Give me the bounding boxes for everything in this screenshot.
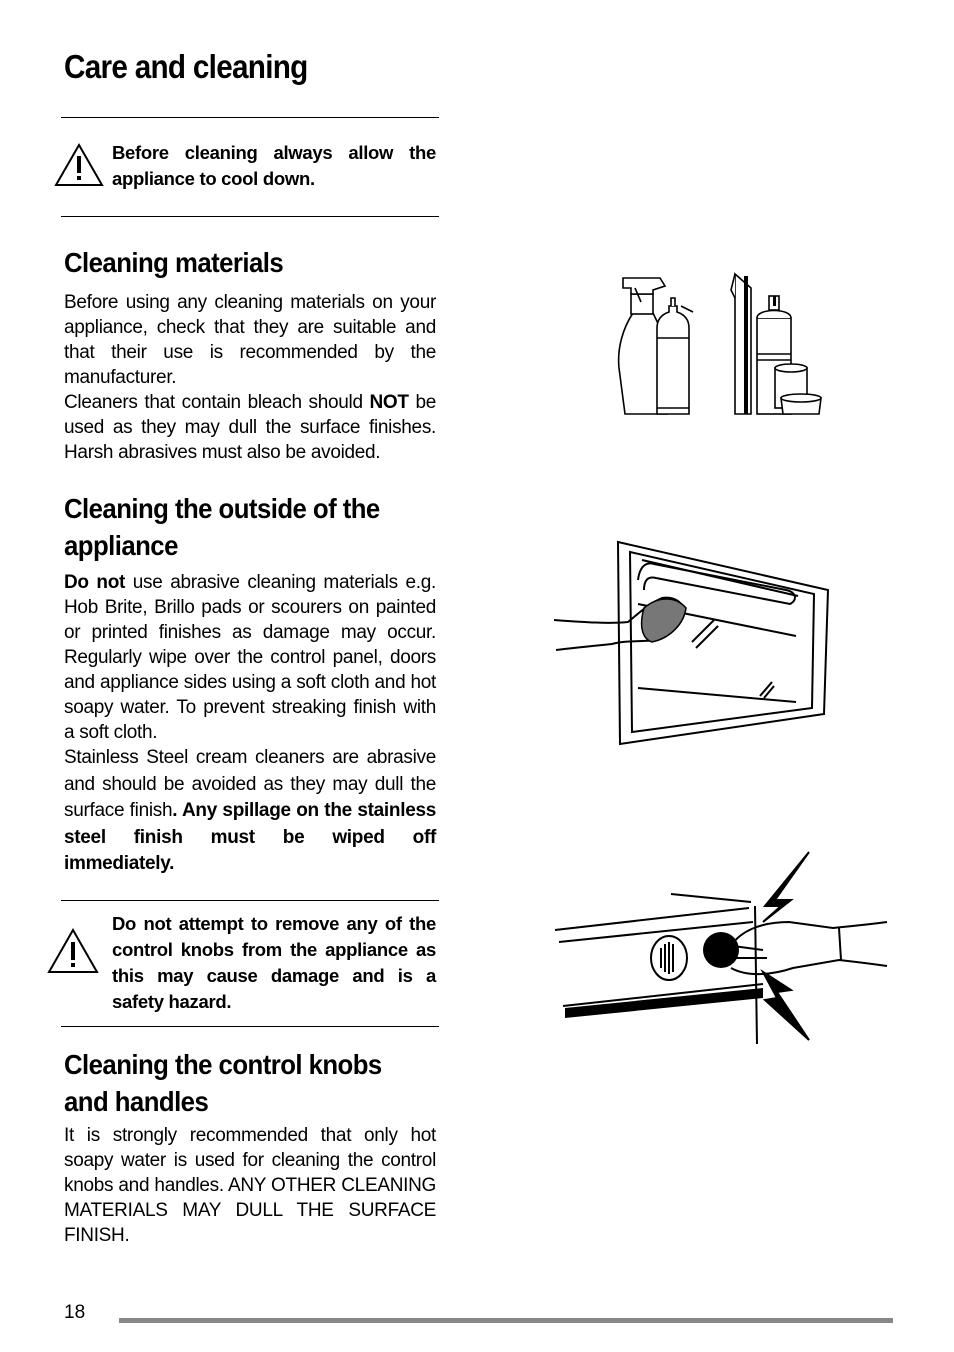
page-title: Care and cleaning: [64, 48, 308, 85]
divider: [61, 1026, 439, 1027]
wiping-oven-door-illustration: [552, 538, 832, 750]
divider: [61, 117, 439, 118]
emphasis-text: Do not: [64, 572, 126, 593]
paragraph: [64, 390, 436, 465]
footer-bar: [119, 1318, 893, 1323]
paragraph: [64, 745, 436, 878]
paragraph: It is strongly recommended that only hot soapy water is used for cleaning the control knobs and handles. ANY OTHER CLEANING MATERIALS MAY DULL THE SURFACE FINISH.: [64, 1125, 436, 1246]
warning-triangle-icon: [47, 928, 99, 974]
paragraph: [64, 570, 436, 745]
paragraph: Before using any cleaning materials on your appliance, check that they are suitable and that their use is recommended by the manufacturer.: [64, 292, 436, 388]
section-cleaning-knobs: [64, 1046, 436, 1248]
warning-text-cool-down: Before cleaning always allow the appliance to cool down.: [112, 142, 436, 189]
section-cleaning-materials: [64, 244, 436, 465]
text-span: Stainless Steel cream cleaners are abrasive and should be avoided as they may dull the surface finish: [64, 747, 436, 821]
emphasis-text: . Any spillage on the stainless steel finish must be wiped off immediately.: [64, 800, 436, 874]
divider: [61, 900, 439, 901]
section-heading: Cleaning the control knobs and handles: [64, 1049, 382, 1117]
emphasis-text: NOT: [369, 392, 409, 413]
warning-triangle-icon: [54, 143, 104, 187]
section-heading: Cleaning the outside of the appliance: [64, 493, 380, 561]
text-span: Cleaners that contain bleach should: [64, 392, 370, 413]
page-number: 18: [64, 1302, 86, 1323]
warning-text-control-knobs: Do not attempt to remove any of the control knobs from the appliance as this may cause damage and is a safety hazard.: [112, 913, 436, 1012]
divider: [61, 216, 439, 217]
text-span: be used as they may dull the surface finishes. Harsh abrasives must also be avoided.: [64, 392, 436, 463]
cleaning-products-illustration: [605, 268, 830, 418]
section-cleaning-outside: [64, 490, 436, 878]
pulling-knob-warning-illustration: [553, 850, 891, 1046]
section-heading: Cleaning materials: [64, 247, 284, 278]
text-span: use abrasive cleaning materials e.g. Hob Brite, Brillo pads or scourers on painted or printed finishes as damage may occur. Regularly wipe over the control panel, doors and appliance sides using a soft cloth and hot soapy water. To prevent streaking finish with a soft cloth.: [64, 572, 436, 743]
